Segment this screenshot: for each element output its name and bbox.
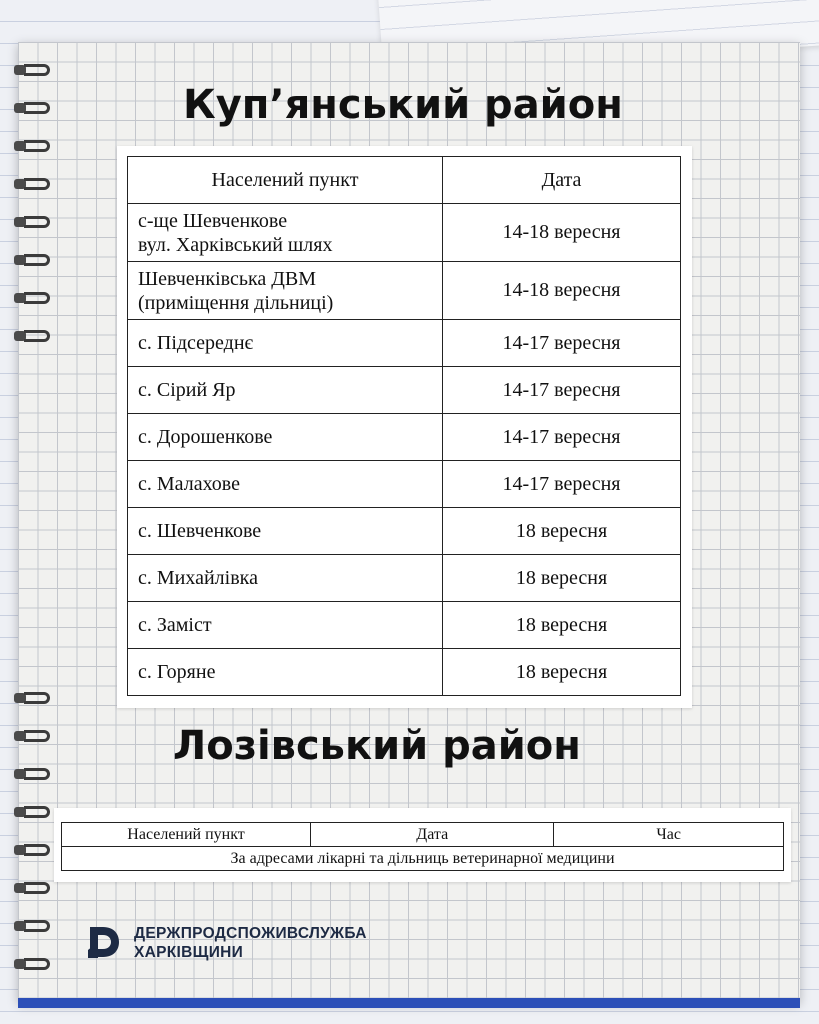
place-cell [128,262,443,320]
kupiansk-table-card [117,146,692,708]
place-cell [128,461,443,508]
spiral-ring [10,690,52,706]
table-row [128,555,681,602]
table-row [128,649,681,696]
date-cell: 18 вересня [443,602,681,649]
logo-line-1: ДЕРЖПРОДСПОЖИВСЛУЖБА [134,925,367,942]
date-cell: 14-17 вересня [443,320,681,367]
spiral-ring [10,842,52,858]
table-row [128,602,681,649]
column-header-date: Дата [443,157,681,204]
place-cell [128,414,443,461]
spiral-ring [10,728,52,744]
place-line-1: с. Підсереднє [138,332,254,354]
logo-line-2: ХАРКІВЩИНИ [134,944,244,961]
table-row [128,204,681,262]
spiral-ring [10,100,52,116]
table-row [128,461,681,508]
spiral-ring [10,766,52,782]
date-cell: 14-17 вересня [443,414,681,461]
column-header-date: Дата [311,823,554,847]
spiral-ring [10,956,52,972]
place-line-1: Шевченківська ДВМ [138,267,317,290]
table-row [128,320,681,367]
spiral-ring [10,176,52,192]
spiral-ring [10,918,52,934]
place-cell [128,649,443,696]
kupiansk-district-title: Куп’янський район [183,82,623,128]
date-cell: 18 вересня [443,649,681,696]
spiral-ring [10,880,52,896]
place-cell [128,367,443,414]
spiral-ring [10,62,52,78]
place-cell [128,320,443,367]
place-line-1: с-ще Шевченкове [138,209,288,232]
place-line-2: (приміщення дільниці) [138,291,334,314]
place-line-1: с. Заміст [138,614,212,636]
column-header-place: Населений пункт [62,823,311,847]
column-header-time: Час [554,823,784,847]
date-cell: 14-17 вересня [443,367,681,414]
lozova-table-card [54,808,791,882]
spiral-ring [10,252,52,268]
lozova-district-title: Лозівський район [173,723,581,769]
spiral-ring [10,804,52,820]
table-row [128,414,681,461]
d-letter-logo-icon [86,924,122,960]
spiral-ring [10,214,52,230]
table-row [128,508,681,555]
kupiansk-schedule-table [127,156,681,696]
spiral-ring [10,290,52,306]
lozova-note: За адресами лікарні та дільниць ветеринарної медицини [62,847,784,871]
place-line-1: с. Шевченкове [138,520,262,542]
date-cell: 14-18 вересня [443,204,681,262]
table-row [128,262,681,320]
lozova-schedule-table [61,822,784,871]
place-line-1: с. Михайлівка [138,567,258,589]
logo-text [134,924,367,962]
place-line-1: с. Малахове [138,473,241,495]
date-cell: 18 вересня [443,555,681,602]
date-cell: 14-17 вересня [443,461,681,508]
place-cell [128,204,443,262]
spiral-ring [10,138,52,154]
notebook-bottom-edge [18,998,800,1008]
spiral-ring [10,328,52,344]
place-line-1: с. Сірий Яр [138,379,236,401]
place-line-1: с. Дорошенкове [138,426,273,448]
date-cell: 18 вересня [443,508,681,555]
place-cell [128,555,443,602]
place-cell [128,508,443,555]
place-line-2: вул. Харківський шлях [138,233,333,256]
place-cell [128,602,443,649]
column-header-place: Населений пункт [128,157,443,204]
place-line-1: с. Горяне [138,661,216,683]
table-row [128,367,681,414]
date-cell: 14-18 вересня [443,262,681,320]
